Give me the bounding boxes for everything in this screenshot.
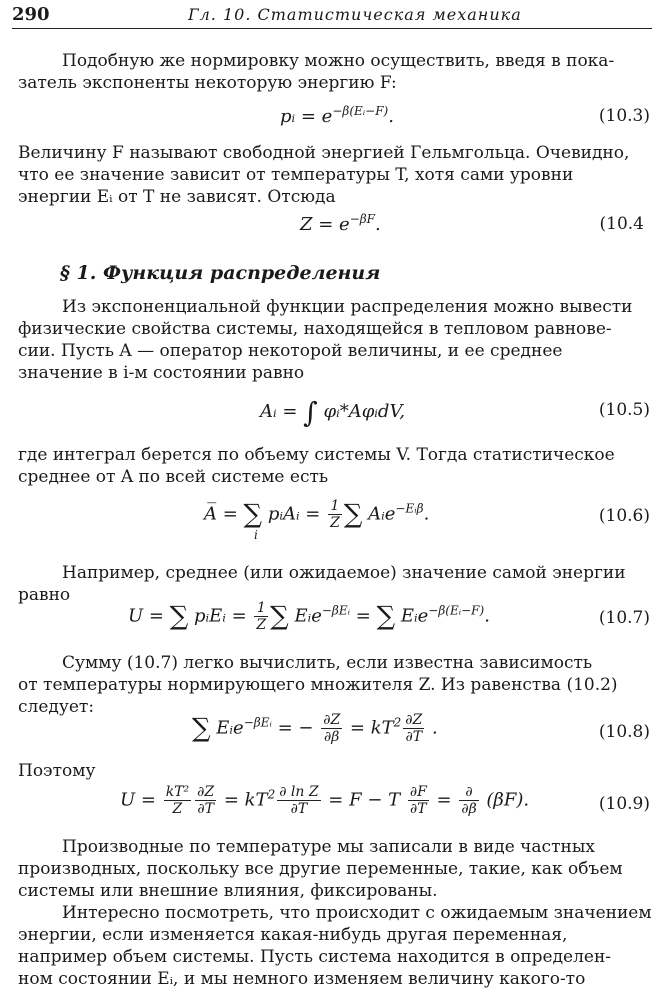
eq-part: =	[350, 605, 377, 627]
eq-part: = kT	[344, 717, 394, 739]
sum-symbol: ∑	[376, 601, 396, 632]
eq-tail: .	[423, 503, 430, 525]
fraction	[459, 784, 478, 817]
fraction	[321, 712, 342, 745]
eq-part: Eᵢe	[288, 605, 322, 627]
eq-part: pᵢEᵢ =	[188, 605, 253, 627]
eq-exponent: −β(Eᵢ−F)	[428, 603, 485, 618]
fraction-numerator: ∂Z	[323, 712, 341, 728]
eq-rhs: φᵢ*AφᵢdV,	[317, 401, 406, 422]
fraction	[195, 784, 216, 817]
eq-exponent: −βEᵢ	[243, 715, 272, 730]
equation-number: (10.5)	[598, 400, 650, 420]
equation-number: (10.8)	[598, 722, 650, 742]
fraction-numerator: kT²	[165, 784, 190, 800]
equation-number: (10.7)	[598, 608, 650, 628]
paragraph-7	[18, 760, 654, 782]
eq-mid: pᵢAᵢ =	[262, 503, 327, 525]
fraction-numerator: 1	[254, 600, 268, 617]
fraction-denominator: ∂T	[197, 801, 214, 817]
integral-symbol: ∫	[303, 396, 318, 429]
text-line: энергии Eᵢ от T не зависят. Отсюда	[18, 187, 336, 207]
equation-number: (10.4	[599, 214, 644, 234]
paragraph-4	[18, 444, 654, 488]
fraction-numerator: ∂	[459, 784, 478, 801]
equation-number: (10.6)	[598, 506, 650, 526]
fraction-numerator: ∂ ln Z	[279, 784, 319, 800]
text-line: Подобную же нормировку можно осуществить, введя в пока-	[62, 51, 615, 71]
fraction-denominator: Z	[330, 515, 340, 531]
paragraph-6	[18, 652, 654, 718]
text-line: где интеграл берется по объему системы V. Тогда статистическое	[18, 445, 615, 465]
fraction-denominator: ∂β	[461, 801, 477, 817]
paragraph-1	[18, 50, 654, 94]
text-line: Поэтому	[18, 761, 96, 781]
paragraph-8	[18, 836, 654, 902]
equation-number: (10.9)	[598, 794, 650, 814]
text-line: например объем системы. Пусть система находится в определен-	[18, 947, 612, 967]
eq-lhs: U =	[128, 605, 170, 627]
eq-exponent: 2	[267, 787, 276, 802]
text-line: производных, поскольку все другие переменные, такие, как объем	[18, 859, 623, 879]
text-line: энергии, если изменяется какая-нибудь другая переменная,	[18, 925, 568, 945]
text-line: среднее от A по всей системе есть	[18, 467, 329, 487]
paragraph-3	[18, 296, 654, 384]
text-line: сии. Пусть A — оператор некоторой величины, и ее среднее	[18, 341, 563, 361]
eq-tail: .	[426, 717, 438, 739]
page-header	[12, 2, 652, 29]
eq-lhs: U =	[120, 789, 162, 811]
sum-symbol: ∑	[270, 601, 289, 632]
fraction-numerator: ∂Z	[405, 712, 423, 728]
eq-part: Eᵢe	[210, 717, 244, 739]
running-head: Гл. 10. Статистическая механика	[188, 5, 522, 24]
text-line: физические свойства системы, находящейся в тепловом равнове-	[18, 319, 612, 339]
sum-symbol: ∑	[343, 499, 363, 530]
fraction	[254, 600, 268, 633]
eq-part: = −	[271, 717, 320, 739]
eq-exponent: −β(Eᵢ−F)	[332, 104, 389, 118]
fraction-numerator: ∂F	[409, 784, 427, 800]
text-line: значение в i-м состоянии равно	[18, 363, 305, 383]
eq-tail: .	[484, 605, 490, 627]
eq-part: = F − T	[322, 789, 406, 811]
fraction-denominator: ∂β	[324, 729, 340, 745]
eq-exponent: −βEᵢ	[321, 603, 351, 618]
equation-10-5	[0, 396, 666, 429]
text-line: Например, среднее (или ожидаемое) значение самой энергии	[62, 563, 626, 583]
equation-10-3	[0, 104, 666, 134]
fraction	[408, 784, 429, 817]
eq-rhs: Aᵢe	[362, 503, 396, 525]
text-line: Величину F называют свободной энергией Гельмгольца. Очевидно,	[18, 143, 630, 163]
sum-symbol: ∑	[169, 601, 189, 632]
fraction-numerator: ∂Z	[197, 784, 215, 800]
text-line: Производные по температуре мы записали в виде частных	[62, 837, 595, 857]
fraction	[164, 784, 191, 817]
fraction-denominator: Z	[256, 617, 267, 633]
fraction	[277, 784, 320, 817]
fraction-denominator: ∂T	[405, 729, 423, 745]
equation-10-7	[0, 600, 666, 638]
text-line: от температуры нормирующего множителя Z. Из равенства (10.2)	[18, 675, 618, 695]
fraction-denominator: ∂T	[410, 801, 427, 817]
sum-index: i	[254, 528, 258, 542]
text-line: следует:	[18, 697, 95, 717]
equation-10-8	[0, 712, 666, 752]
eq-lhs: Z = e	[300, 214, 350, 235]
text-line: что ее значение зависит от температуры T, хотя сами уровни	[18, 165, 574, 185]
eq-lhs: A̅ =	[204, 503, 244, 525]
eq-lhs: pᵢ = e	[280, 106, 333, 127]
eq-part: = kT	[218, 789, 268, 811]
equation-10-6	[0, 498, 666, 544]
text-line: ном состоянии Eᵢ, и мы немного изменяем величину какого-то	[18, 969, 586, 989]
section-title: § 1. Функция распределения	[60, 262, 381, 284]
eq-exponent: 2	[393, 715, 402, 730]
eq-tail: .	[388, 106, 394, 127]
fraction-denominator: Z	[172, 801, 183, 817]
equation-number: (10.3)	[598, 106, 650, 126]
text-line: равно	[18, 585, 71, 605]
eq-lhs: Aᵢ =	[260, 401, 304, 422]
eq-part: Eᵢe	[395, 605, 429, 627]
text-line: системы или внешние влияния, фиксированы.	[18, 881, 438, 901]
equation-10-9	[0, 784, 666, 826]
eq-exponent: −βF	[349, 212, 376, 226]
eq-part: =	[430, 789, 458, 811]
text-line: Интересно посмотреть, что происходит с ожидаемым значением	[62, 903, 652, 923]
eq-part: (βF).	[480, 789, 530, 811]
text-line: затель экспоненты некоторую энергию F:	[18, 73, 397, 93]
fraction	[328, 498, 342, 531]
paragraph-2	[18, 142, 654, 208]
sum-symbol: ∑	[192, 713, 211, 744]
page-number: 290	[12, 4, 50, 25]
fraction-numerator: 1	[328, 498, 342, 515]
eq-exponent: −Eᵢβ	[395, 501, 424, 516]
text-line: Из экспоненциальной функции распределения можно вывести	[62, 297, 633, 317]
text-line: Сумму (10.7) легко вычислить, если известна зависимость	[62, 653, 593, 673]
equation-10-4	[0, 212, 666, 242]
fraction-denominator: ∂T	[290, 801, 308, 817]
paragraph-9	[18, 902, 654, 990]
sum-symbol: ∑	[243, 499, 263, 530]
eq-tail: .	[375, 214, 381, 235]
fraction	[403, 712, 424, 745]
